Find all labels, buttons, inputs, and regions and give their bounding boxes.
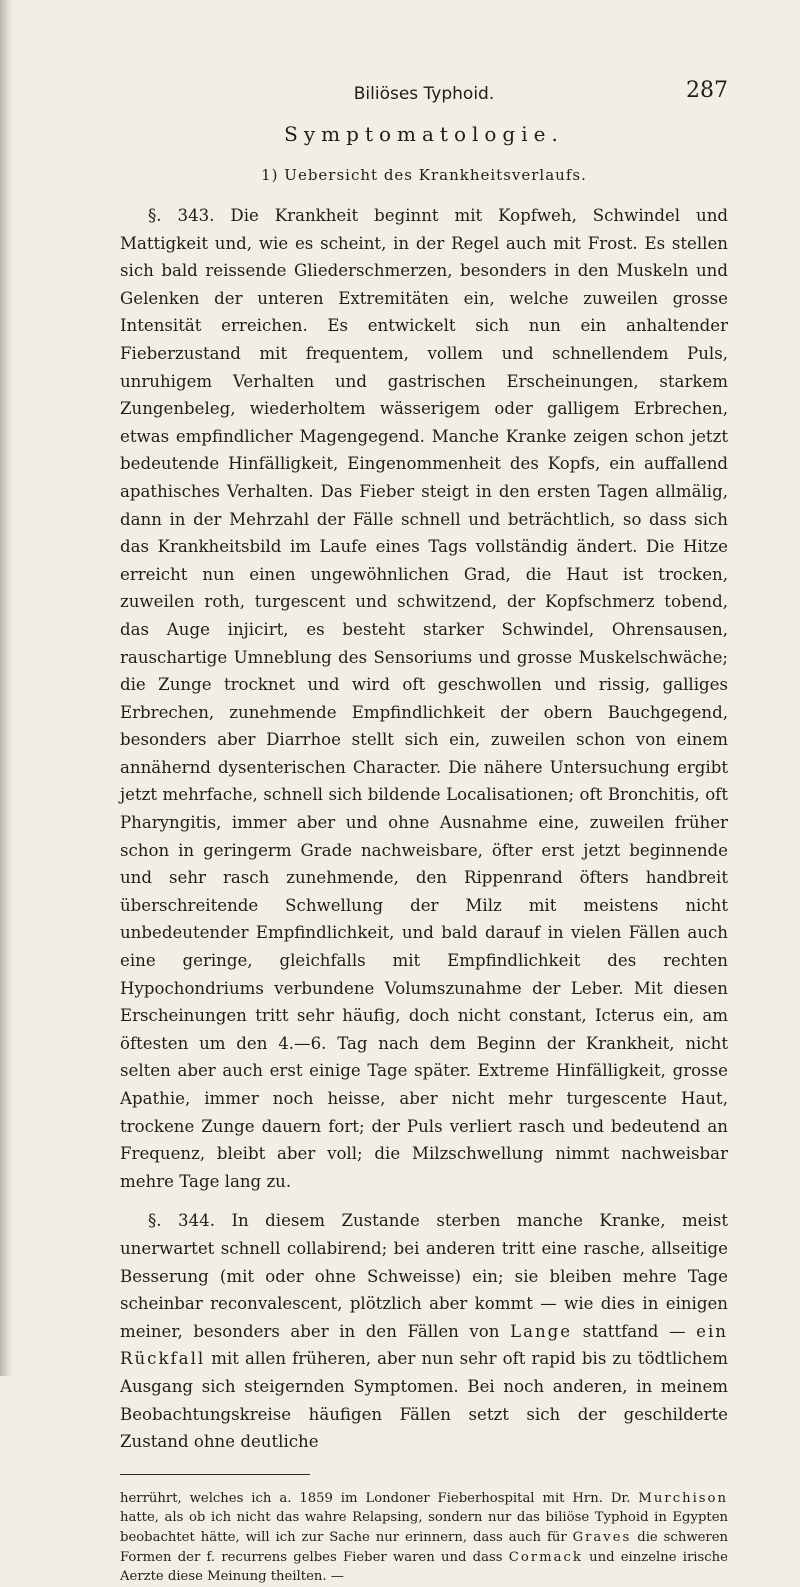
paragraph-text: stattfand — xyxy=(582,1321,686,1341)
footnote-text: herrührt, welches ich a. 1859 im Londoner Fieberhospital mit Hrn. Dr. xyxy=(120,1490,631,1506)
footnote-text: und einzelne irische Aerzte diese Meinung theilten. — xyxy=(120,1549,728,1585)
footnote-text: die schweren Formen der f. recurrens gelbes Fieber waren und dass xyxy=(120,1529,729,1565)
section-number: §. 344. xyxy=(148,1211,215,1231)
emphasis-text: ein Rückfall xyxy=(120,1321,728,1369)
subsection-title: 1) Uebersicht des Krankheitsverlaufs. xyxy=(261,166,587,184)
section-number: §. 343. xyxy=(148,206,215,225)
page-edge-shadow xyxy=(0,0,14,1376)
author-name: Graves xyxy=(572,1529,632,1545)
author-name: Lange xyxy=(510,1321,573,1341)
author-name: Cormack xyxy=(508,1549,583,1565)
running-head xyxy=(120,76,728,108)
paragraph-text: In diesem Zustande sterben manche Kranke, meist unerwartet schnell collabirend; bei anderen tritt eine rasche, allseitige Besserung (mit oder ohne Schweisse) ein; sie bleiben mehre Tage scheinbar reconvalescent, plötzlich aber kommt — wie dies in einigen meiner, besonders aber in den Fällen von xyxy=(120,1211,728,1341)
page-number: 287 xyxy=(686,78,728,103)
author-name: Murchison xyxy=(638,1490,728,1506)
footnote xyxy=(120,1489,728,1587)
paragraph-343 xyxy=(120,202,728,1195)
paragraph-344 xyxy=(120,1207,728,1455)
paragraph-text: Die Krankheit beginnt mit Kopfweh, Schwindel und Mattigkeit und, wie es scheint, in der Regel auch mit Frost. Es stellen sich bald reissende Gliederschmerzen, besonders in den Muskeln und Gelenken der unteren Extremitäten ein, welche zuweilen grosse Intensität erreichen. Es entwickelt sich nun ein anhaltender Fieberzustand mit frequentem, vollem und schnellendem Puls, unruhigem Verhalten und gastrischen Erscheinungen, starkem Zungenbeleg, wiederholtem wässerigem oder galligem Erbrechen, etwas empfindlicher Magengegend. Manche Kranke zeigen schon jetzt bedeutende Hinfälligkeit, Eingenommenheit des Kopfs, ein auffallend apathisches Verhalten. Das Fieber steigt in den ersten Tagen allmälig, dann in der Mehrzahl der Fälle schnell und beträchtlich, so dass sich das Krankheitsbild im Laufe eines Tags vollständig ändert. Die Hitze erreicht nun einen ungewöhnlichen Grad, die Haut ist trocken, zuweilen roth, turgescent und schwitzend, der Kopfschmerz tobend, das Auge injicirt, es besteht starker Schwindel, Ohrensausen, rauschartige Umneblung des Sensoriums und grosse Muskelschwäche; die Zunge trocknet und wird oft geschwollen und rissig, galliges Erbrechen, zunehmende Empfindlichkeit der obern Bauchgegend, besonders aber Diarrhoe stellt sich ein, zuweilen schon von einem annähernd dysenterischen Character. Die nähere Untersuchung ergibt jetzt mehrfache, schnell sich bildende Localisationen; oft Bronchitis, oft Pharyngitis, immer aber und ohne Ausnahme eine, zuweilen früher schon in geringerm Grade nachweisbare, öfter erst jetzt beginnende und sehr rasch zunehmende, den Rippenrand öfters handbreit überschreitende Schwellung der Milz mit meistens nicht unbedeutender Empfindlichkeit, und bald darauf in vielen Fällen auch eine geringe, gleichfalls mit Empfindlichkeit des rechten Hypochondriums verbundene Volumszunahme der Leber. Mit diesen Erscheinungen tritt sehr häufig, doch nicht constant, Icterus ein, am öftesten um den 4.—6. Tag nach dem Beginn der Krankheit, nicht selten aber auch erst einige Tage später. Extreme Hinfälligkeit, grosse Apathie, immer noch heisse, aber nicht mehr turgescente Haut, trockene Zunge dauern fort; der Puls verliert rasch und bedeutend an Frequenz, bleibt aber voll; die Milzschwellung nimmt nachweisbar mehre Tage lang zu. xyxy=(120,206,729,1191)
running-title: Biliöses Typhoid. xyxy=(353,84,495,104)
footnote-text: hatte, als ob ich nicht das wahre Relapsing, sondern nur das biliöse Typhoid in Egypten beobachtet hätte, will ich zur Sache nur erinnern, dass auch für xyxy=(120,1510,728,1545)
section-title: Symptomatologie. xyxy=(284,122,564,146)
paragraph-text: mit allen früheren, aber nun sehr oft rapid bis zu tödtlichem Ausgang sich steigernden Symptomen. Bei noch anderen, in meinem Beobachtungskreise häufigen Fällen setzt sich der geschilderte Zustand ohne deutliche xyxy=(120,1349,728,1452)
book-page xyxy=(120,76,728,1587)
footnote-divider xyxy=(120,1474,310,1475)
